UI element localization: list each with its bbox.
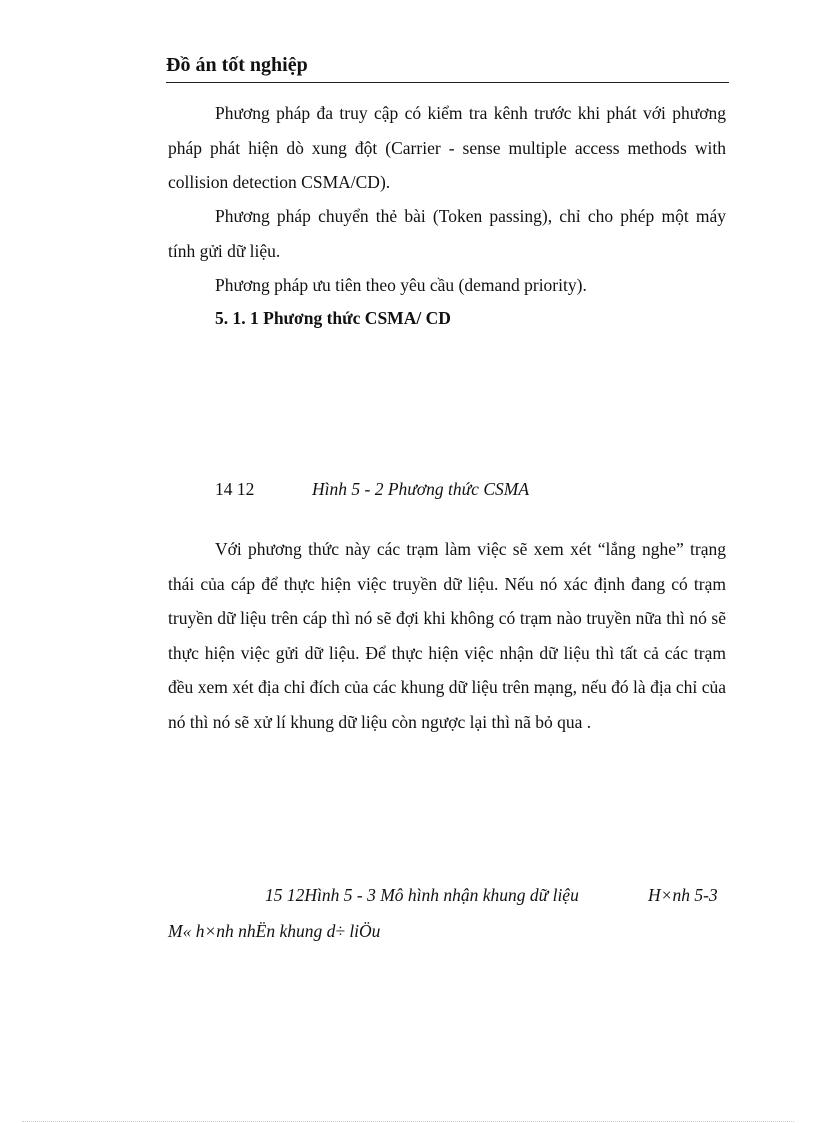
intro-paragraph-3: Phương pháp ưu tiên theo yêu cầu (demand priority). (215, 275, 587, 295)
figure-2-caption: 15 12Hình 5 - 3 Mô hình nhận khung dữ liệu (265, 885, 579, 905)
figure-1-number: 14 12 (215, 479, 255, 499)
intro-paragraph-1: Phương pháp đa truy cập có kiểm tra kênh trước khi phát với phương pháp phát hiện dò xung đột (Carrier - sense multiple access methods with collision detection CSMA/CD). (168, 103, 726, 192)
figure-2-garbled-caption: M« h×nh nhËn khung d÷ liÖu (168, 921, 381, 941)
page-bottom-rule (22, 1121, 794, 1122)
page-header-title: Đồ án tốt nghiệp (166, 52, 729, 83)
section-heading: 5. 1. 1 Phương thức CSMA/ CD (215, 308, 451, 328)
figure-2-garbled-label: H×nh 5-3 (648, 885, 718, 905)
body-paragraph: Với phương thức này các trạm làm việc sẽ xem xét “lắng nghe” trạng thái của cáp để thực hiện việc truyền dữ liệu. Nếu nó xác định đang có trạm truyền dữ liệu trên cáp thì nó sẽ đợi khi không có trạm nào truyền nữa thì nó sẽ thực hiện việc gửi dữ liệu. Để thực hiện việc nhận dữ liệu thì tất cả các trạm đều xem xét địa chỉ đích của các khung dữ liệu trên mạng, nếu đó là địa chỉ của nó thì nó sẽ xử lí khung dữ liệu còn ngược lại thì nã bỏ qua . (168, 539, 726, 732)
intro-paragraph-2: Phương pháp chuyển thẻ bài (Token passing), chỉ cho phép một máy tính gửi dữ liệu. (168, 206, 726, 261)
figure-1-caption: Hình 5 - 2 Phương thức CSMA (312, 479, 530, 499)
